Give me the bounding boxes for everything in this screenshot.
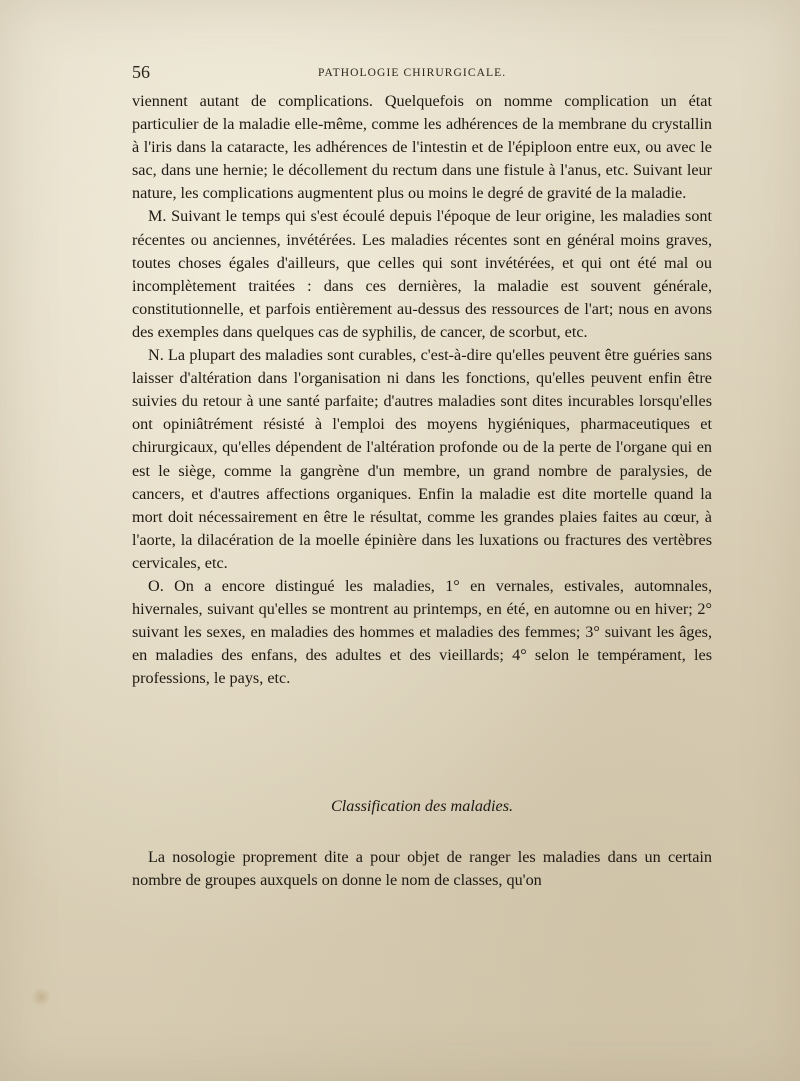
paper-stain (30, 988, 52, 1006)
paragraph-section-m: M. Suivant le temps qui s'est écoulé depuis l'époque de leur origine, les maladies sont récentes ou anciennes, invétérées. Les maladies récentes sont en général moins graves, toutes choses égales d'ailleurs, que celles qui sont invétérées, et qui ont été mal ou incomplètement traitées : dans ces dernières, la maladie est souvent générale, constitutionnelle, et parfois entièrement au-dessus des ressources de l'art; nous en avons des exemples dans quelques cas de syphilis, de cancer, de scorbut, etc. (132, 207, 712, 341)
running-head: PATHOLOGIE CHIRURGICALE. (318, 67, 507, 79)
paragraph-section-n: N. La plupart des maladies sont curables, c'est-à-dire qu'elles peuvent être guéries sans laisser d'altération dans l'organisation ni dans les fonctions, qu'elles peuvent enfin être suivies du retour à une santé parfaite; d'autres maladies sont dites incurables lorsqu'elles ont opiniâtrément résisté à l'emploi des moyens hygiéniques, pharmaceutiques et chirurgicaux, qu'elles dépendent de l'altération profonde ou de la perte de l'organe qui en est le siège, comme la gangrène d'un membre, un grand nombre de paralysies, de cancers, et d'autres affections organiques. Enfin la maladie est dite mortelle quand la mort doit nécessairement en être le résultat, comme les grandes plaies faites au cœur, à l'aorte, la dilacération de la moelle épinière dans les luxations ou fractures des vertèbres cervicales, etc. (132, 346, 712, 572)
paragraph-nosologie: La nosologie proprement dite a pour objet de ranger les maladies dans un certain nombre de groupes auxquels on donne le nom de classes, qu'on (132, 848, 712, 890)
paragraph-section-o: O. On a encore distingué les maladies, 1° en vernales, estivales, automnales, hivernales, suivant qu'elles se montrent au printemps, en été, en automne ou en hiver; 2° suivant les sexes, en maladies des hommes et maladies des femmes; 3° suivant les âges, en maladies des enfans, des adultes et des vieillards; 4° selon le tempérament, les professions, le pays, etc. (132, 576, 712, 688)
main-text (132, 90, 712, 690)
page-number: 56 (132, 62, 150, 82)
section-title: Classification des maladies. (330, 797, 514, 815)
paragraph-complications: viennent autant de complications. Quelquefois on nomme complication un état particulier de la maladie elle-même, comme les adhérences de la membrane du crystallin à l'iris dans la cataracte, les adhérences de l'intestin et de l'épiploon entre eux, ou avec le sac, dans une hernie; le décollement du rectum dans une fistule à l'anus, etc. Suivant leur nature, les complications augmentent plus ou moins le degré de gravité de la maladie. (132, 92, 712, 203)
closing-text (132, 846, 712, 892)
page-header (132, 62, 712, 86)
